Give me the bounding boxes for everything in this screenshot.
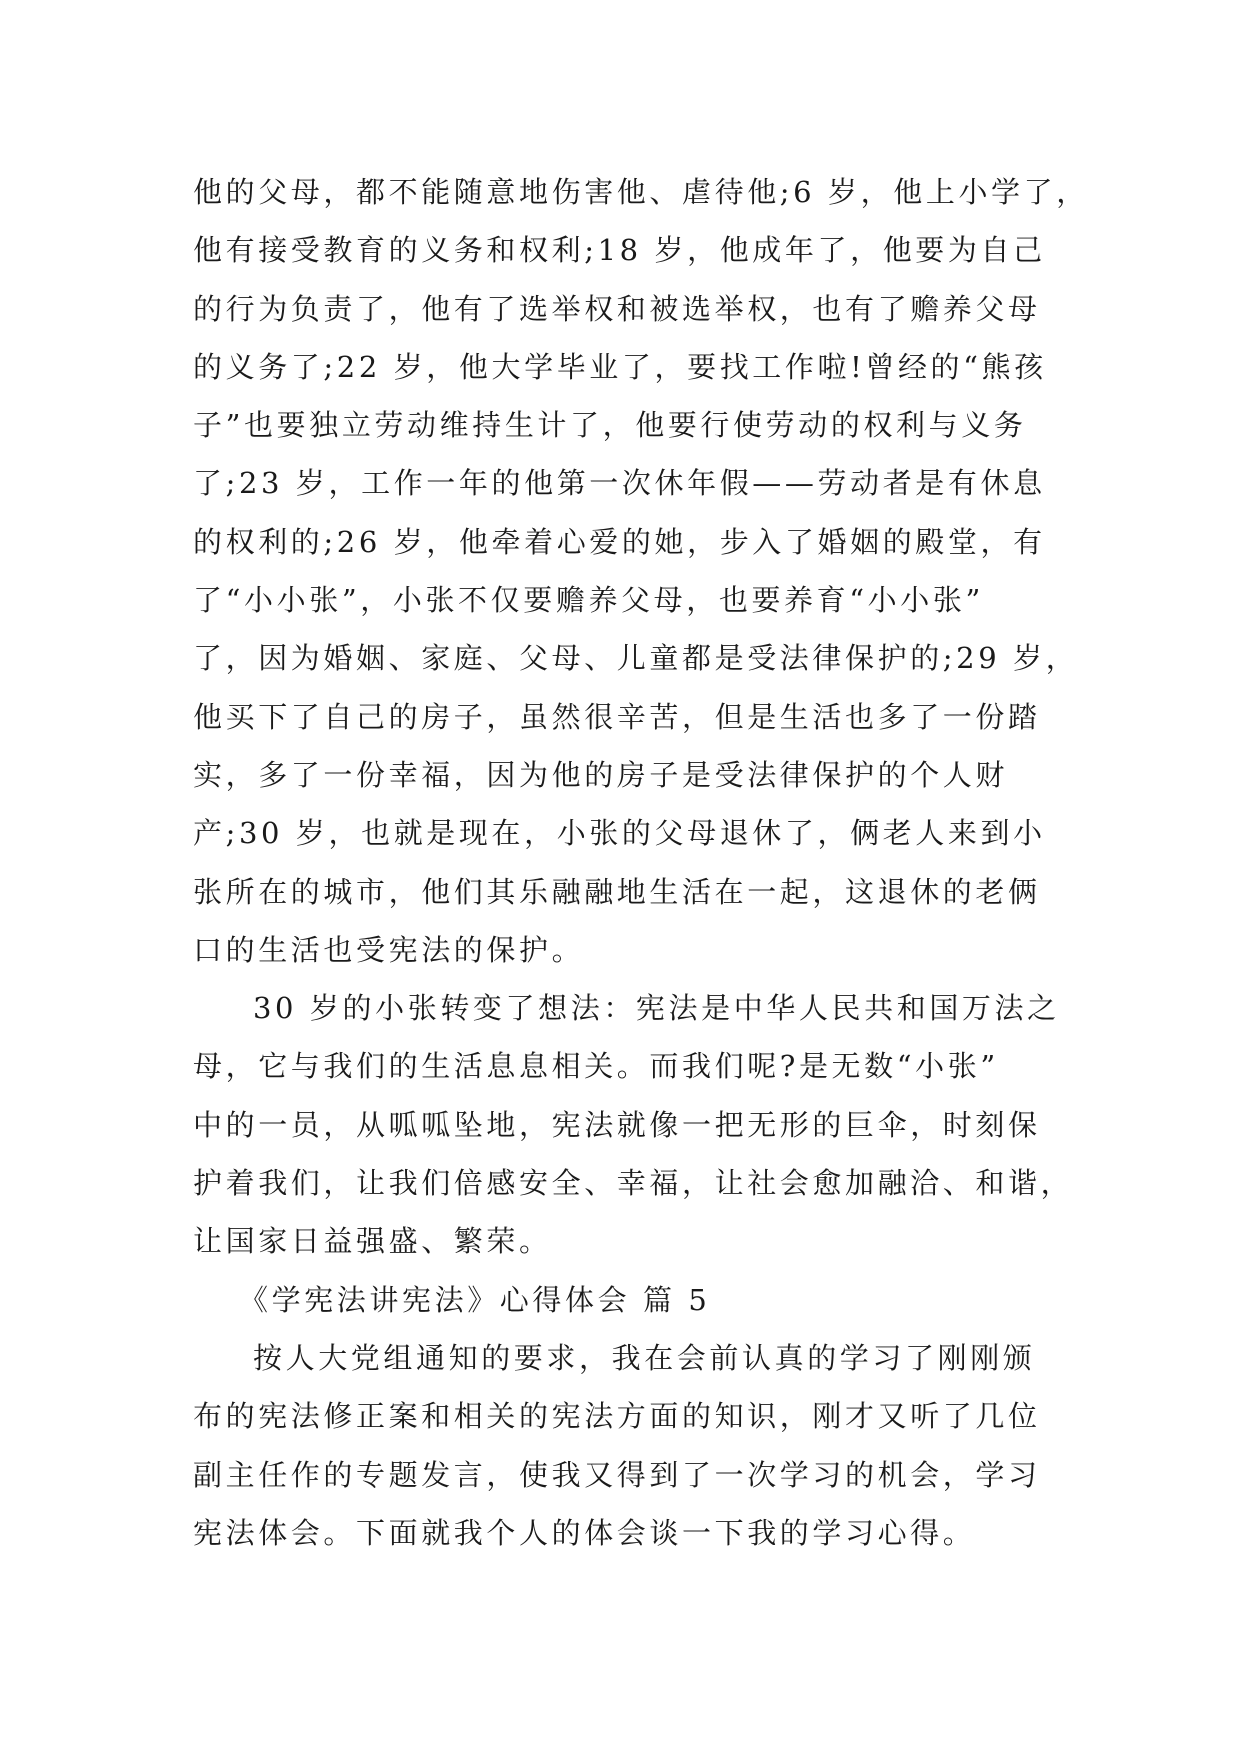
paragraph-start-line: 30 岁的小张转变了想法：宪法是中华人民共和国万法之 — [253, 991, 1060, 1026]
text-line: 子”也要独立劳动维持生计了，他要行使劳动的权利与义务 — [193, 408, 1027, 443]
text-line: 张所在的城市，他们其乐融融地生活在一起，这退休的老俩 — [193, 874, 1041, 909]
text-line: 他有接受教育的义务和权利;18 岁，他成年了，他要为自己 — [193, 233, 1046, 268]
text-line: 中的一员，从呱呱坠地，宪法就像一把无形的巨伞，时刻保 — [193, 1107, 1041, 1142]
text-line: 让国家日益强盛、繁荣。 — [193, 1224, 552, 1259]
text-line: 宪法体会。下面就我个人的体会谈一下我的学习心得。 — [193, 1515, 976, 1550]
text-line: 他买下了自己的房子，虽然很辛苦，但是生活也多了一份踏 — [193, 699, 1041, 734]
text-line: 产;30 岁，也就是现在，小张的父母退休了，俩老人来到小 — [193, 816, 1046, 851]
text-line: 他的父母，都不能随意地伤害他、虐待他;6 岁，他上小学了， — [193, 175, 1089, 209]
paragraph-start-line: 按人大党组通知的要求，我在会前认真的学习了刚刚颁 — [253, 1340, 1036, 1375]
text-line: 口的生活也受宪法的保护。 — [193, 932, 585, 967]
text-line: 副主任作的专题发言，使我又得到了一次学习的机会，学习 — [193, 1457, 1041, 1492]
text-line: 母，它与我们的生活息息相关。而我们呢?是无数“小张” — [193, 1049, 999, 1084]
text-line: 护着我们，让我们倍感安全、幸福，让社会愈加融洽、和谐， — [193, 1166, 1074, 1201]
section-heading: 《学宪法讲宪法》心得体会 篇 5 — [239, 1282, 711, 1317]
text-line: 的义务了;22 岁，他大学毕业了，要找工作啦!曾经的“熊孩 — [193, 349, 1047, 384]
document-body — [193, 163, 1089, 1562]
text-line: 了“小小张”，小张不仅要赡养父母，也要养育“小小张” — [193, 583, 984, 618]
text-line: 的行为负责了，他有了选举权和被选举权，也有了赡养父母 — [193, 291, 1041, 326]
text-line: 了;23 岁，工作一年的他第一次休年假——劳动者是有休息 — [193, 466, 1046, 501]
text-line: 的权利的;26 岁，他牵着心爱的她，步入了婚姻的殿堂，有 — [193, 524, 1046, 559]
text-line: 布的宪法修正案和相关的宪法方面的知识，刚才又听了几位 — [193, 1399, 1041, 1434]
text-line: 了，因为婚姻、家庭、父母、儿童都是受法律保护的;29 岁， — [193, 641, 1079, 676]
text-line: 实，多了一份幸福，因为他的房子是受法律保护的个人财 — [193, 757, 1009, 792]
